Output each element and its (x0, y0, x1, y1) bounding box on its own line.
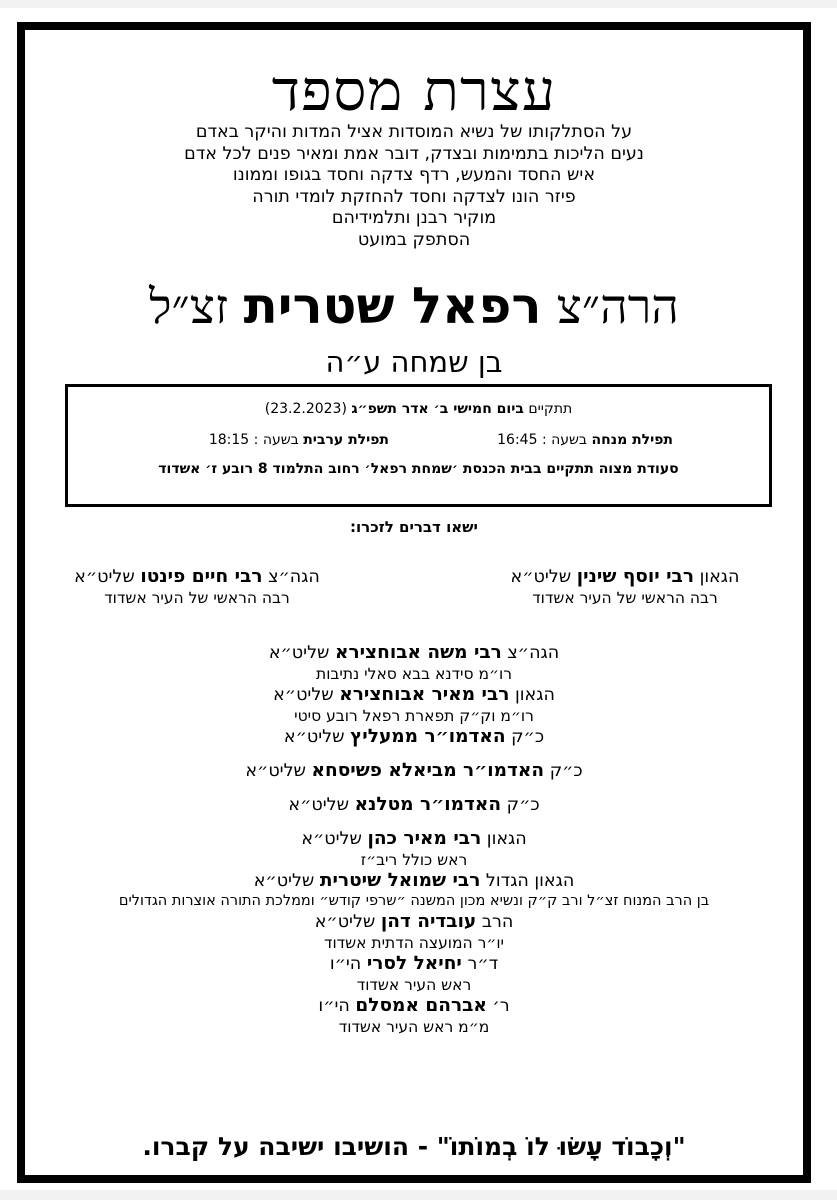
poster-title: עצרת מספד (271, 59, 557, 124)
arvit-time-value: 18:15 (208, 432, 250, 448)
speaker-role: מ״מ ראש העיר אשדוד (338, 1018, 490, 1036)
speaker-prefix: הגאון (486, 829, 527, 849)
speaker-role: רו״מ וק״ק תפארת רפאל רובע סיטי (294, 707, 534, 725)
speaker-prefix: ד״ר (467, 954, 499, 974)
deceased-suffix: זצ״ל (149, 279, 229, 335)
arvit-time (209, 432, 389, 448)
speaker-prefix: הגה״צ (268, 567, 320, 587)
speaker-suffix: שליט״א (74, 567, 135, 587)
speaker-name-bold: עובדיה דהן (380, 911, 477, 932)
speakers-heading: ישאו דברים לזכרו: (350, 518, 478, 536)
eulogy-line: הסתפק במועט (357, 229, 471, 250)
deceased-name (25, 278, 803, 335)
speaker-name (25, 995, 803, 1017)
speaker-role: יו״ר המועצה הדתית אשדוד (323, 934, 505, 952)
speaker-name (25, 794, 803, 816)
speaker-name (47, 566, 347, 588)
speaker-name (25, 870, 803, 892)
speaker-suffix: שליט״א (273, 685, 334, 705)
speaker-name (25, 953, 803, 975)
speaker-prefix: כ״ק (506, 795, 540, 815)
speaker-prefix: ר׳ (492, 996, 510, 1016)
speaker-item (47, 566, 347, 608)
mincha-time-value: 16:45 (497, 432, 538, 448)
speaker-suffix: הי״ו (318, 996, 350, 1016)
spacer (25, 816, 803, 828)
speaker-role: רבה הראשי של העיר אשדוד (532, 589, 718, 607)
speaker-role: רו״מ סידנא בבא סאלי נתיבות (316, 665, 512, 683)
speaker-name (25, 911, 803, 933)
event-date-line (68, 401, 769, 417)
mincha-time (497, 432, 673, 448)
speaker-prefix: הגה״צ (507, 643, 560, 663)
speaker-name (25, 828, 803, 850)
speaker-item (475, 566, 775, 608)
poster-frame (17, 22, 811, 1183)
speaker-prefix: הרב (481, 912, 514, 932)
speaker-suffix: שליט״א (245, 761, 306, 781)
speaker-name-bold: האדמו״ר מטלנא (354, 794, 502, 815)
speaker-role: בן הרב המנוח זצ״ל ורב ק״ק ונשיא מכון המשנה ״שרפי קודש״ וממלכת התורה אוצרות הגדולים (118, 893, 710, 909)
spacer (25, 748, 803, 760)
speaker-prefix: הגאון הגדול (485, 871, 575, 891)
speaker-role: ראש העיר אשדוד (356, 976, 472, 994)
speaker-suffix: שליט״א (253, 871, 315, 891)
arvit-label: תפילת ערבית (303, 432, 389, 448)
speaker-name-bold: רבי חיים פינטו (140, 566, 263, 587)
speaker-suffix: שליט״א (510, 567, 572, 587)
speaker-role: רבה הראשי של העיר אשדוד (104, 589, 290, 607)
mincha-label: תפילת מנחה (591, 432, 673, 448)
event-date-prefix: תתקיים (528, 401, 573, 417)
speakers-list (25, 642, 803, 1037)
deceased-prefix: הרה״צ (556, 279, 679, 335)
eulogy-line: איש החסד והמעש, רדף צדקה וחסד בגופו וממונו (232, 165, 596, 185)
speaker-suffix: שליט״א (314, 912, 376, 932)
meal-line: סעודת מצוה תתקיים בבית הכנסת ׳שמחת רפאל׳ רחוב התלמוד 8 רובע ז׳ אשדוד (158, 461, 679, 477)
deceased-name-bold: רפאל שטרית (243, 277, 542, 335)
arvit-at: בשעה : (253, 432, 299, 448)
event-details-box (65, 384, 772, 507)
speaker-name (25, 684, 803, 706)
event-date-gregorian: (23.2.2023) (264, 401, 347, 417)
speaker-suffix: שליט״א (301, 829, 362, 849)
speaker-suffix: שליט״א (268, 643, 330, 663)
mincha-at: בשעה : (541, 432, 588, 448)
event-date-hebrew: ביום חמישי ב׳ אדר תשפ״ג (351, 401, 524, 417)
speaker-prefix: כ״ק (511, 727, 545, 747)
speaker-prefix: כ״ק (549, 761, 583, 781)
speaker-prefix: הגאון (699, 567, 740, 587)
speaker-name-bold: רבי מאיר כהן (367, 828, 482, 849)
speaker-name-bold: האדמו״ר ממעליץ (350, 726, 506, 747)
speaker-name (475, 566, 775, 588)
closing-quote: "וְכָבוֹד עָשׂוּ לוֹ בְמוֹתוֹ" - הושיבו ישיבה על קברו. (142, 1132, 686, 1161)
speaker-name-bold: יחיאל לסרי (366, 953, 462, 974)
speaker-name-bold: אברהם אמסלם (355, 995, 487, 1016)
speaker-name (25, 760, 803, 782)
eulogy-line: פיזר הונו לצדקה וחסד להחזקת לומדי תורה (252, 186, 576, 207)
speaker-name-bold: רבי שמואל שיטרית (319, 870, 481, 891)
speaker-role: ראש כולל ריב״ז (360, 851, 468, 869)
eulogy-line: מוקיר רבנן ותלמידיהם (331, 208, 497, 228)
speaker-name (25, 726, 803, 748)
eulogy-text (25, 122, 803, 251)
eulogy-line: נעים הליכות בתמימות ובצדק, דובר אמת ומאיר פנים לכל אדם (184, 143, 644, 164)
eulogy-line: על הסתלקותו של נשיא המוסדות אציל המדות והיקר באדם (195, 122, 633, 142)
deceased-parent: בן שמחה ע״ה (325, 345, 503, 379)
speaker-suffix: שליט״א (288, 795, 349, 815)
spacer (25, 782, 803, 794)
speaker-suffix: שליט״א (283, 727, 345, 747)
speaker-suffix: הי״ו (329, 954, 362, 974)
speaker-name-bold: רבי מאיר אבוחצירא (339, 684, 510, 705)
speaker-name (25, 642, 803, 664)
speaker-prefix: הגאון (515, 685, 555, 705)
speaker-name-bold: רבי משה אבוחצירא (335, 642, 502, 663)
speaker-name-bold: האדמו״ר מביאלא פשיסחא (311, 760, 545, 781)
speaker-name-bold: רבי יוסף שינין (576, 566, 694, 587)
